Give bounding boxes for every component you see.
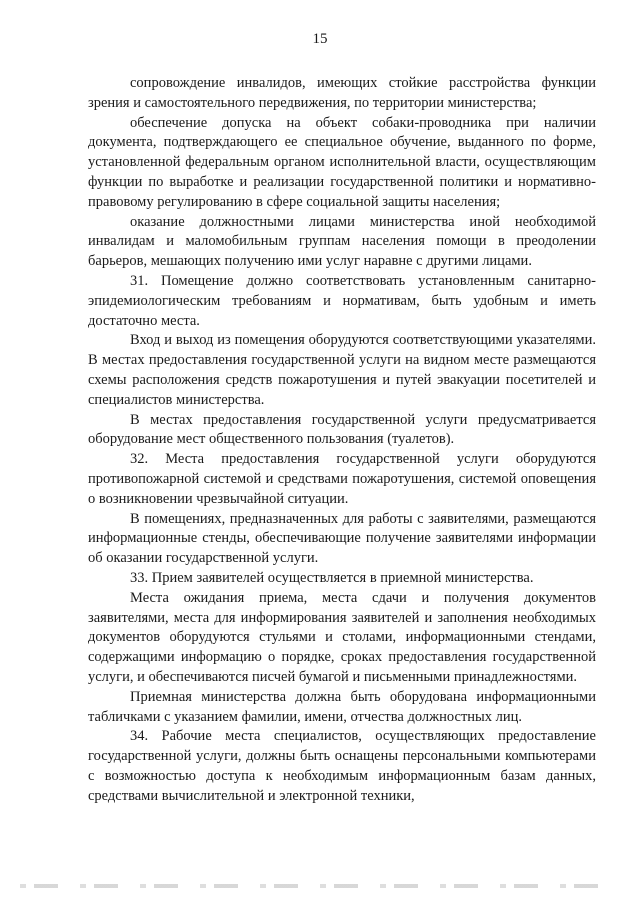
paragraph: оказание должностными лицами министерства иной необходимой инвалидам и маломобильным группам населения помощи в преодолении барьеров, мешающих получению ими услуг наравне с другими лицами. bbox=[88, 213, 596, 270]
paragraph: обеспечение допуска на объект собаки-проводника при наличии документа, подтверждающего ее специальное обучение, выданного по форме, установленной федеральным органом исполнительной власти, осуществляющим функции по выработке и реализации государственной политики и нормативно-правовому регулированию в сфере социальной защиты населения; bbox=[88, 114, 596, 210]
paragraph: 32. Места предоставления государственной услуги оборудуются противопожарной системой и средствами пожаротушения, системой оповещения о возникновении чрезвычайной ситуации. bbox=[88, 451, 596, 507]
paragraph: В помещениях, предназначенных для работы с заявителями, размещаются информационные стенды, обеспечивающие получение заявителями информации об оказании государственной услуги. bbox=[88, 510, 596, 567]
paragraph: 33. Прием заявителей осуществляется в приемной министерства. bbox=[130, 569, 534, 586]
paragraph: сопровождение инвалидов, имеющих стойкие расстройства функции зрения и самостоятельного передвижения, по территории министерства; bbox=[88, 75, 596, 111]
paragraph: Приемная министерства должна быть оборудована информационными табличками с указанием фамилии, имени, отчества должностных лиц. bbox=[88, 688, 596, 725]
paragraph: 31. Помещение должно соответствовать установленным санитарно-эпидемиологическим требованиям и нормативам, быть удобным и иметь достаточно места. bbox=[88, 272, 596, 329]
paragraph: Места ожидания приема, места сдачи и получения документов заявителями, места для информирования заявителей и заполнения необходимых документов оборудуются стульями и столами, информационными стендами, содержащими информацию о порядке, сроках предоставления государственной услуги, и обеспечиваются писчей бумагой и письменными принадлежностями. bbox=[88, 589, 596, 685]
page-number: 15 bbox=[312, 31, 328, 47]
paragraph: Вход и выход из помещения оборудуются соответствующими указателями. В местах предоставления государственной услуги на видном месте размещаются схемы расположения средств пожаротушения и путей эвакуации посетителей и специалистов министерства. bbox=[88, 332, 596, 408]
paragraph: 34. Рабочие места специалистов, осуществляющих предоставление государственной услуги, должны быть оснащены персональными компьютерами с возможностью доступа к необходимым информационным базам данных, средствами вычислительной и электронной техники, bbox=[88, 728, 596, 804]
document-body bbox=[88, 74, 596, 806]
scan-artifact bbox=[20, 884, 620, 888]
paragraph: В местах предоставления государственной услуги предусматривается оборудование мест общественного пользования (туалетов). bbox=[88, 411, 596, 448]
